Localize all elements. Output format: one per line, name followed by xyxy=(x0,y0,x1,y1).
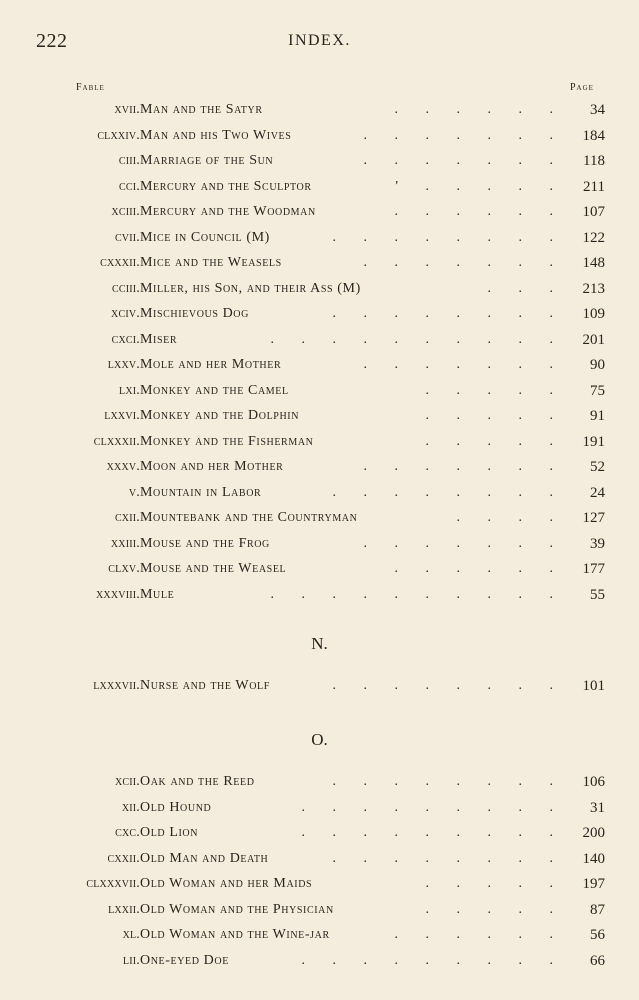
page-ref: 39 xyxy=(590,535,605,552)
fable-title: Man and the Satyr xyxy=(140,102,263,117)
fable-title: Old Man and Death xyxy=(140,850,269,866)
dot-leader: . . . . . . . xyxy=(363,153,565,168)
fable-title: Marriage of the Sun xyxy=(140,153,274,168)
index-entry xyxy=(0,98,639,122)
page-ref: 87 xyxy=(590,901,605,918)
page-ref: 56 xyxy=(590,927,605,943)
index-entry xyxy=(0,949,639,973)
running-head: INDEX. xyxy=(288,32,351,49)
fable-number: lxxii. xyxy=(108,901,140,917)
fable-title: Mercury and the Sculptor xyxy=(140,178,312,194)
fable-number: xxxviii. xyxy=(96,586,140,602)
fable-title: Mischievous Dog xyxy=(140,306,249,321)
fable-number: cxxxii. xyxy=(100,255,140,270)
page-header xyxy=(36,30,603,54)
page-ref: 34 xyxy=(590,102,605,118)
fable-number: lxxv. xyxy=(107,357,140,372)
dot-leader: . . . . . xyxy=(425,901,565,917)
page-ref: 184 xyxy=(582,127,605,144)
dot-leader: . . . . . . . . . . xyxy=(270,331,565,347)
dot-leader: . . . . . xyxy=(425,382,565,398)
page-ref: 55 xyxy=(590,586,605,603)
page-number: 222 xyxy=(36,30,68,52)
index-entry xyxy=(0,674,639,698)
fable-title: Old Hound xyxy=(140,799,212,815)
column-header-page: Page xyxy=(570,82,594,93)
fable-number: clxxxvii. xyxy=(86,876,140,891)
dot-leader: . . . . . . . . xyxy=(332,229,565,245)
fable-title: Moon and her Mother xyxy=(140,459,284,474)
page-ref: 201 xyxy=(582,331,605,348)
dot-leader: . . . . . . . . xyxy=(332,306,565,321)
index-entry xyxy=(0,379,639,403)
dot-leader: . . . . . . xyxy=(394,927,565,942)
index-entry xyxy=(0,583,639,607)
index-entry xyxy=(0,923,639,947)
column-header-fable: Fable xyxy=(76,82,105,93)
index-entry xyxy=(0,404,639,428)
fable-number: cci. xyxy=(119,178,140,194)
fable-number: cxci. xyxy=(111,331,140,347)
fable-title: Mice and the Weasels xyxy=(140,255,282,270)
dot-leader: . . . . . . . xyxy=(363,127,565,143)
index-entry xyxy=(0,328,639,352)
fable-number: xii. xyxy=(121,799,140,815)
index-entry xyxy=(0,302,639,326)
fable-number: cxii. xyxy=(114,510,140,525)
index-entry xyxy=(0,847,639,871)
dot-leader: . . . . . . . . . xyxy=(301,799,565,815)
fable-title: Mercury and the Woodman xyxy=(140,204,316,219)
fable-title: Mountebank and the Countryman xyxy=(140,510,358,525)
index-entry xyxy=(0,796,639,820)
dot-leader: . . . . . . xyxy=(394,561,565,576)
fable-number: xxiii. xyxy=(110,535,140,551)
fable-number: lii. xyxy=(122,952,140,968)
index-entry xyxy=(0,149,639,173)
dot-leader: . . . . . . . . . xyxy=(301,825,565,840)
index-entry xyxy=(0,455,639,479)
fable-title: Miser xyxy=(140,331,178,347)
dot-leader: . . . . . . . . . xyxy=(301,952,565,968)
dot-leader: . . . xyxy=(487,280,565,296)
fable-number: xciii. xyxy=(111,204,140,219)
fable-number: clxxiv. xyxy=(97,127,140,143)
page-ref: 148 xyxy=(582,255,605,271)
index-entry xyxy=(0,898,639,922)
page-ref: 211 xyxy=(583,178,605,195)
fable-number: lxi. xyxy=(119,382,140,398)
page-ref: 140 xyxy=(582,850,605,867)
fable-number: ciii. xyxy=(118,153,140,168)
fable-number: lxxxvii. xyxy=(93,678,140,693)
page-ref: 127 xyxy=(582,510,605,526)
fable-title: Mice in Council (M) xyxy=(140,229,270,245)
dot-leader: . . . . . . . xyxy=(363,535,565,551)
page-ref: 200 xyxy=(582,825,605,841)
fable-number: v. xyxy=(128,484,140,500)
fable-number: cxxii. xyxy=(107,850,140,866)
page-ref: 101 xyxy=(582,678,605,694)
index-entry xyxy=(0,200,639,224)
page-ref: 75 xyxy=(590,382,605,399)
fable-number: lxxvi. xyxy=(104,408,140,423)
fable-title: Old Woman and the Physician xyxy=(140,901,334,917)
dot-leader: ' . . . . . xyxy=(395,178,565,194)
fable-title: Mountain in Labor xyxy=(140,484,262,500)
fable-title: Monkey and the Fisherman xyxy=(140,433,314,449)
index-entry xyxy=(0,251,639,275)
page-ref: 191 xyxy=(582,433,605,450)
fable-title: Mule xyxy=(140,586,175,602)
page-ref: 52 xyxy=(590,459,605,475)
fable-number: xl. xyxy=(122,927,140,942)
fable-number: xxxv. xyxy=(106,459,140,474)
dot-leader: . . . . . xyxy=(425,433,565,449)
index-entry xyxy=(0,175,639,199)
page-ref: 24 xyxy=(590,484,605,501)
dot-leader: . . . . . . . xyxy=(363,459,565,474)
fable-title: Mouse and the Weasel xyxy=(140,561,287,576)
section-letter: N. xyxy=(311,634,328,653)
fable-number: clxxxii. xyxy=(93,433,140,449)
fable-title: One-eyed Doe xyxy=(140,952,229,968)
fable-title: Miller, his Son, and their Ass (M) xyxy=(140,280,361,296)
page-ref: 118 xyxy=(583,153,605,169)
index-entry xyxy=(0,353,639,377)
fable-title: Mouse and the Frog xyxy=(140,535,270,551)
dot-leader: . . . . . . . xyxy=(363,357,565,372)
dot-leader: . . . . . . . . xyxy=(332,484,565,500)
fable-title: Old Lion xyxy=(140,825,199,840)
index-entry xyxy=(0,226,639,250)
fable-number: cciii. xyxy=(111,280,140,296)
dot-leader: . . . . . . . xyxy=(363,255,565,270)
page-ref: 197 xyxy=(582,876,605,892)
dot-leader: . . . . . xyxy=(425,876,565,891)
page-ref: 91 xyxy=(590,408,605,424)
dot-leader: . . . . . . xyxy=(394,102,565,117)
index-entry xyxy=(0,770,639,794)
fable-title: Old Woman and her Maids xyxy=(140,876,313,891)
dot-leader: . . . . . . xyxy=(394,204,565,219)
index-entry xyxy=(0,821,639,845)
fable-title: Old Woman and the Wine-jar xyxy=(140,927,330,942)
index-entry xyxy=(0,430,639,454)
dot-leader: . . . . xyxy=(456,510,565,525)
dot-leader: . . . . . . . . xyxy=(332,850,565,866)
fable-number: cxc. xyxy=(115,825,140,840)
dot-leader: . . . . . xyxy=(425,408,565,423)
section-letter: O. xyxy=(311,730,328,749)
page-ref: 107 xyxy=(582,204,605,220)
index-entry xyxy=(0,506,639,530)
page-ref: 106 xyxy=(582,774,605,790)
dot-leader: . . . . . . . . xyxy=(332,678,565,693)
fable-number: cvii. xyxy=(114,229,140,245)
page-ref: 177 xyxy=(582,561,605,577)
index-entry xyxy=(0,872,639,896)
fable-title: Mole and her Mother xyxy=(140,357,282,372)
fable-title: Nurse and the Wolf xyxy=(140,678,270,693)
dot-leader: . . . . . . . . xyxy=(332,774,565,789)
page-ref: 90 xyxy=(590,357,605,373)
fable-number: clxv. xyxy=(108,561,140,576)
page-ref: 122 xyxy=(582,229,605,246)
fable-title: Monkey and the Camel xyxy=(140,382,289,398)
index-entry xyxy=(0,124,639,148)
index-entry xyxy=(0,481,639,505)
index-entry xyxy=(0,532,639,556)
page-ref: 66 xyxy=(590,952,605,969)
page-ref: 31 xyxy=(590,799,605,816)
page-ref: 109 xyxy=(582,306,605,322)
fable-number: xvii. xyxy=(114,102,140,117)
index-entry xyxy=(0,557,639,581)
fable-title: Man and his Two Wives xyxy=(140,127,292,143)
page-ref: 213 xyxy=(582,280,605,297)
fable-title: Oak and the Reed xyxy=(140,774,255,789)
fable-number: xciv. xyxy=(111,306,140,321)
dot-leader: . . . . . . . . . . xyxy=(270,586,565,602)
fable-number: xcii. xyxy=(114,774,140,789)
index-entry xyxy=(0,277,639,301)
fable-title: Monkey and the Dolphin xyxy=(140,408,300,423)
